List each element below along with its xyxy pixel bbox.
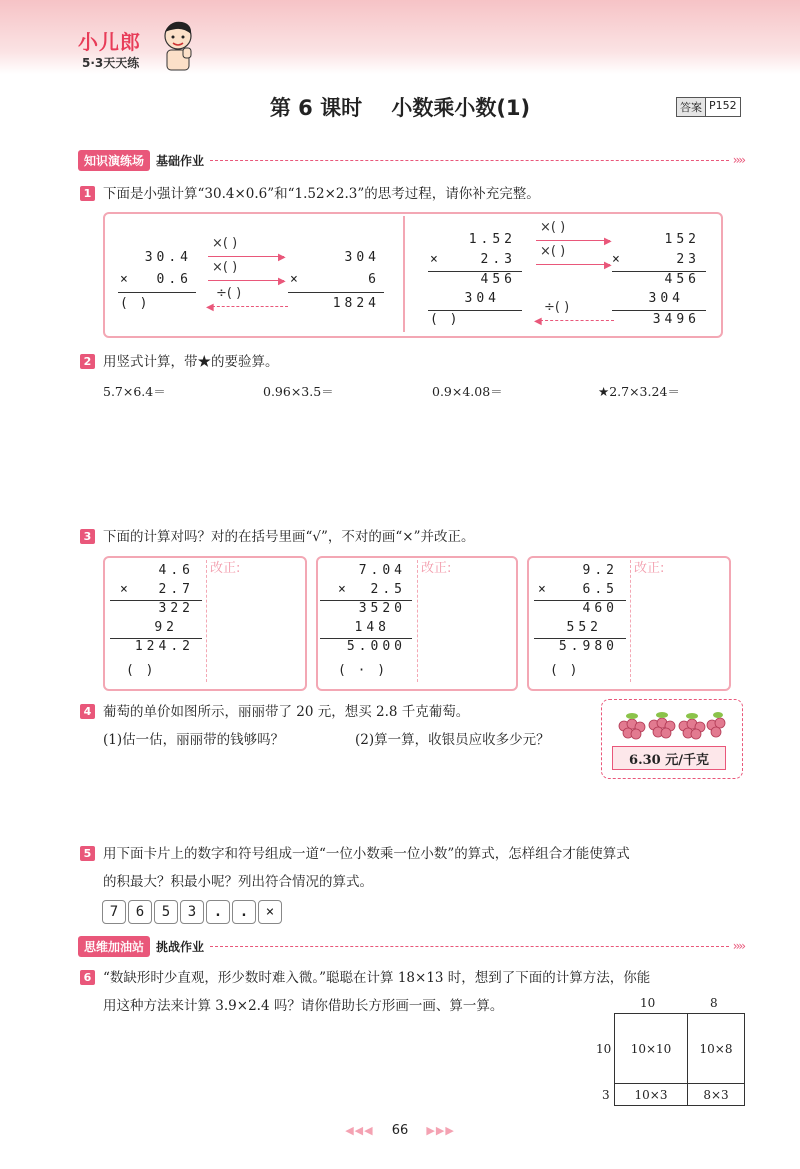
q1-right-result-blank[interactable]: ( ) xyxy=(430,312,460,327)
section-badge: 知识演练场 xyxy=(78,150,150,171)
answer-label: 答案 xyxy=(677,98,706,116)
q3-box-divider xyxy=(630,560,631,682)
times-sign: × xyxy=(338,582,350,597)
q3-b2-result: 5.000 xyxy=(346,639,406,654)
symbol-card: × xyxy=(258,900,282,924)
q2-item-3: 0.9×4.08＝ xyxy=(432,384,503,399)
q1-right-int-partial1: 456 xyxy=(664,272,700,287)
question-text: 下面是小强计算“30.4×0.6”和“1.52×2.3”的思考过程，请你补充完整。 xyxy=(103,186,540,202)
answer-tag xyxy=(676,97,741,117)
question-text: 下面的计算对吗？对的在括号里画“√”，不对的画“×”并改正。 xyxy=(103,529,475,545)
times-sign: × xyxy=(120,272,132,287)
left-arrow-icon xyxy=(540,320,614,321)
q1-right-int-row2 xyxy=(612,252,700,267)
times-sign: × xyxy=(290,272,302,287)
q3-b3-p1: 460 xyxy=(582,601,618,616)
double-chevron-icon: ›››› xyxy=(732,153,744,167)
question-text: 用下面卡片上的数字和符号组成一道“一位小数乘一位小数”的算式，怎样组合才能使算式 xyxy=(103,846,630,862)
times-sign: × xyxy=(538,582,550,597)
q3-b2-row1: 7.04 xyxy=(358,563,406,578)
correction-label: 改正: xyxy=(210,561,241,576)
lesson-title: 第 6 课时 小数乘小数(1) xyxy=(269,96,531,120)
section-divider xyxy=(210,160,729,161)
symbol-card: . xyxy=(206,900,230,924)
q1-right-partial2: 304 xyxy=(464,291,500,306)
q1-right-rule2 xyxy=(428,310,522,311)
q1-right-row2-value: 2.3 xyxy=(480,252,516,267)
q3-box-divider xyxy=(417,560,418,682)
section-subtitle: 挑战作业 xyxy=(156,939,205,954)
times-sign: × xyxy=(612,252,624,267)
page-number: 66 xyxy=(391,1123,409,1138)
area-cell: 10×3 xyxy=(615,1084,688,1106)
q1-left-result-blank[interactable]: ( ) xyxy=(120,296,150,311)
q3-b2-p2: 148 xyxy=(354,620,390,635)
section-subtitle: 基础作业 xyxy=(156,153,205,168)
q1-right-int-row1: 152 xyxy=(664,232,700,247)
q1-right-int-partial2: 304 xyxy=(648,291,684,306)
brand-logo: 小儿郎 xyxy=(78,30,141,54)
q1-right-int-row2-value: 23 xyxy=(676,252,700,267)
q3-b2-row2 xyxy=(322,582,406,597)
times-sign: × xyxy=(120,582,132,597)
number-card: 6 xyxy=(128,900,152,924)
q1-right-partial1: 456 xyxy=(480,272,516,287)
q1-left-int-row2-value: 6 xyxy=(368,272,380,287)
brand-sub: 5·3天天练 xyxy=(82,56,140,70)
q1-left-arrow3-label[interactable]: ÷( ) xyxy=(216,286,242,301)
question-number: 2 xyxy=(80,354,95,369)
q4-sub-question-2: (2)算一算，收银员应收多少元？ xyxy=(355,732,550,748)
question-text: 用竖式计算，带★的要验算。 xyxy=(103,354,279,370)
q3-b3-result: 5.980 xyxy=(558,639,618,654)
q1-left-int-result: 1824 xyxy=(332,296,380,311)
question-number: 5 xyxy=(80,846,95,861)
q3-b2-check-blank[interactable]: ( · ) xyxy=(338,663,388,678)
q2-item-4: ★2.7×3.24＝ xyxy=(598,384,680,399)
number-card: 5 xyxy=(154,900,178,924)
correction-label: 改正: xyxy=(421,561,452,576)
section-basic-bar xyxy=(78,150,744,170)
arrow-head-icon: ◀ xyxy=(206,302,214,313)
double-chevron-icon: ›››› xyxy=(732,939,744,953)
answer-page: P152 xyxy=(709,99,737,112)
col-label-10: 10 xyxy=(640,996,656,1010)
q3-b1-p1: 322 xyxy=(158,601,194,616)
q1-left-int-rule xyxy=(288,292,384,293)
q3-b2-row2-value: 2.5 xyxy=(370,582,406,597)
q3-b1-row1: 4.6 xyxy=(158,563,194,578)
q1-left-int-row1: 304 xyxy=(344,250,380,265)
arrow-head-icon: ▶ xyxy=(278,276,286,287)
left-arrow-icon xyxy=(212,306,288,307)
symbol-card: . xyxy=(232,900,256,924)
q1-left-row2 xyxy=(120,272,192,287)
q1-right-arrow1-label[interactable]: ×( ) xyxy=(540,220,566,235)
arrow-head-icon: ▶ xyxy=(278,252,286,263)
q1-right-arrow2-label[interactable]: ×( ) xyxy=(540,244,566,259)
area-cell: 10×8 xyxy=(688,1014,745,1084)
q1-left-rule xyxy=(118,292,196,293)
q3-b1-p2: 92 xyxy=(154,620,178,635)
q1-divider xyxy=(403,216,405,332)
q2-item-1: 5.7×6.4＝ xyxy=(103,384,166,399)
section-challenge-bar xyxy=(78,936,744,956)
q3-b2-p1: 3520 xyxy=(358,601,406,616)
area-cell: 10×10 xyxy=(615,1014,688,1084)
question-number: 1 xyxy=(80,186,95,201)
section-badge: 思维加油站 xyxy=(78,936,150,957)
question-text-cont: 的积最大？积最小呢？列出符合情况的算式。 xyxy=(103,874,373,890)
arrow-head-icon: ▶ xyxy=(604,236,612,247)
grapes-icon xyxy=(612,704,732,744)
right-arrow-icon xyxy=(536,264,610,265)
row-label-10: 10 xyxy=(596,1042,612,1056)
q3-b1-check-blank[interactable]: ( ) xyxy=(126,663,156,678)
question-text-cont: 用这种方法来计算 3.9×2.4 吗？请你借助长方形画一画、算一算。 xyxy=(103,998,504,1014)
arrow-head-icon: ◀ xyxy=(534,316,542,327)
q3-b3-row2 xyxy=(536,582,618,597)
q1-left-int-row2 xyxy=(290,272,380,287)
page-footer xyxy=(0,1123,800,1138)
arrow-head-icon: ▶ xyxy=(604,260,612,271)
q3-b3-row1: 9.2 xyxy=(582,563,618,578)
right-arrow-icon xyxy=(536,240,610,241)
q3-b1-row2-value: 2.7 xyxy=(158,582,194,597)
next-arrows-icon: ▶▶▶ xyxy=(426,1124,455,1137)
q3-b3-p2: 552 xyxy=(566,620,602,635)
q1-right-int-result: 3496 xyxy=(652,312,700,327)
col-label-8: 8 xyxy=(710,996,718,1010)
question-text: “数缺形时少直观，形少数时难入微。”聪聪在计算 18×13 时，想到了下面的计算方法，你能 xyxy=(103,970,651,986)
area-model-grid xyxy=(614,1013,745,1106)
q3-b1-result: 124.2 xyxy=(134,639,194,654)
row-label-3: 3 xyxy=(602,1088,610,1102)
prev-arrows-icon: ◀◀◀ xyxy=(345,1124,374,1137)
number-card: 7 xyxy=(102,900,126,924)
question-number: 6 xyxy=(80,970,95,985)
q1-left-row1: 30.4 xyxy=(144,250,192,265)
q1-right-int-rule2 xyxy=(612,310,706,311)
q2-item-2: 0.96×3.5＝ xyxy=(263,384,334,399)
correction-label: 改正: xyxy=(634,561,665,576)
number-cards xyxy=(102,900,284,924)
right-arrow-icon xyxy=(208,280,284,281)
q3-box-divider xyxy=(206,560,207,682)
q1-left-row2-value: 0.6 xyxy=(156,272,192,287)
mascot-icon xyxy=(158,20,198,72)
number-card: 3 xyxy=(180,900,204,924)
q1-right-arrow3-label[interactable]: ÷( ) xyxy=(544,300,570,315)
q1-right-row1: 1.52 xyxy=(468,232,516,247)
q3-b3-row2-value: 6.5 xyxy=(582,582,618,597)
section-divider xyxy=(210,946,729,947)
q3-b1-row2 xyxy=(112,582,194,597)
q4-sub-question-1: (1)估一估，丽丽带的钱够吗？ xyxy=(103,732,285,748)
q1-left-arrow1-label[interactable]: ×( ) xyxy=(212,236,238,251)
question-text: 葡萄的单价如图所示，丽丽带了 20 元，想买 2.8 千克葡萄。 xyxy=(103,704,470,720)
times-sign: × xyxy=(430,252,442,267)
question-number: 4 xyxy=(80,704,95,719)
right-arrow-icon xyxy=(208,256,284,257)
q1-left-arrow2-label[interactable]: ×( ) xyxy=(212,260,238,275)
price-sign: 6.30 元/千克 xyxy=(612,746,726,770)
area-cell: 8×3 xyxy=(688,1084,745,1106)
q1-right-row2 xyxy=(430,252,516,267)
question-number: 3 xyxy=(80,529,95,544)
q3-b3-check-blank[interactable]: ( ) xyxy=(550,663,580,678)
